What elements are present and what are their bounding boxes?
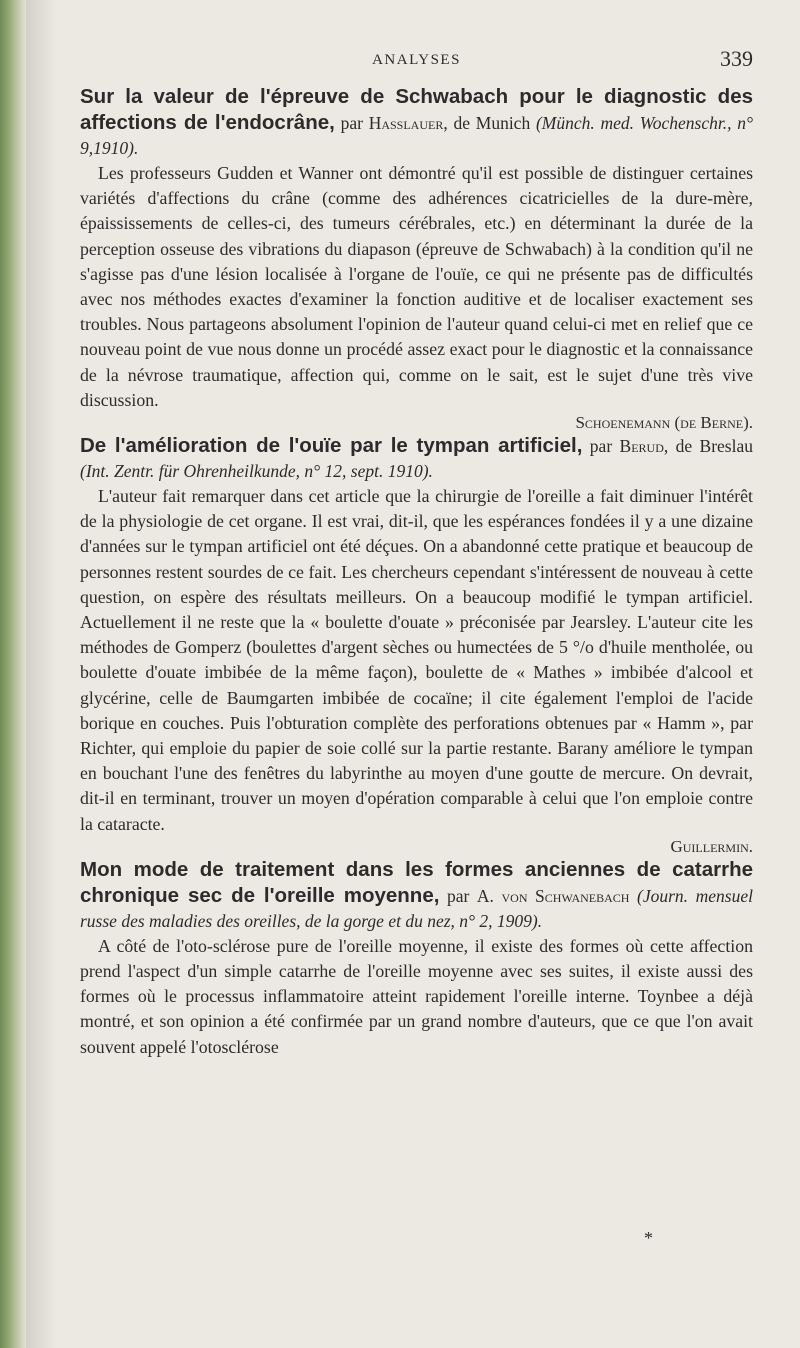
gutter-shadow — [26, 0, 56, 1348]
author-name: Hasslauer — [368, 113, 444, 133]
article-3 — [80, 857, 753, 1060]
running-head: ANALYSES — [372, 52, 461, 68]
reviewer-signature: Schoenemann (de Berne). — [575, 413, 753, 433]
source-citation: (Münch. med. Wochenschr., n° 9,1910). — [80, 113, 753, 158]
source-citation: (Int. Zentr. für Ohrenheilkunde, n° 12, sept. 1910). — [80, 461, 433, 482]
page-number: 339 — [720, 46, 753, 71]
article-paragraph: L'auteur fait remarquer dans cet article que la chirurgie de l'oreille a fait diminuer l'intérêt de la physiologie de cet organe. Il est vrai, dit-il, que les espérances fondées il y a une dizaine d'années sur le tympan artificiel ont été déçues. On a abandonné cette pratique et beaucoup de personnes restent sourdes de ce fait. Les chercheurs cependant s'intéressent de nouveau à cette question, on espère des résultats meilleurs. On a beaucoup modifié le tympan artificiel. Actuellement il ne reste que la « boulette d'ouate » préconisée par Jearsley. L'auteur cite les méthodes de Gomperz (boulettes d'argent sèches ou humectées de 5 °/o d'huile mentholée, ou boulette d'ouate imbibée de la même façon), boulette de « Mathes » imbibée d'alcool et glycérine, celle de Baumgarten imbibée de cocaïne; il cite également l'emploi de l'acide borique en couches. Puis l'obturation complète des perforations obtenues par « Hamm », par Richter, qui emploie du papier de soie collé sur la partie restante. Barany améliore le tympan en bouchant l'une des fenêtres du labyrinthe au moyen d'une goutte de mercure. On devrait, dit-il en terminant, trouver un moyen d'opération comparable à celui que l'on emploie contre la cataracte. — [80, 486, 753, 834]
author-name: Berud — [619, 436, 664, 457]
article-heading: Mon mode de traitement dans les formes anciennes de catarrhe chronique sec de l'oreille moyenne, par A. von Schwanebach (Journ. mensuel russe des maladies des oreilles, de la gorge et du nez, n° 2, 1909). — [80, 857, 753, 931]
reviewer-signature: Guillermin. — [670, 836, 753, 856]
article-paragraph: A côté de l'oto-sclérose pure de l'oreille moyenne, il existe des formes où cette affection prend l'aspect d'un simple catarrhe de l'oreille moyenne avec ses suites, il existe aussi des formes où le processus inflammatoire atteint rapidement l'oreille interne. Toynbee a déjà montré, et son opinion a été confirmée par un grand nombre d'auteurs, que ce que l'on avait souvent appelé l'otosclérose — [80, 935, 753, 1057]
page — [80, 44, 753, 1060]
article-title: De l'amélioration de l'ouïe par le tympan artificiel, — [80, 434, 583, 458]
article-paragraph: Les professeurs Gudden et Wanner ont démontré qu'il est possible de distinguer certaines variétés d'affections du crâne (comme des adhérences cicatricielles de la dure-mère, épaississements de celles-ci, des tumeurs cérébrales, etc.) en déterminant la durée de la perception osseuse des vibrations du diapason (épreuve de Schwabach) à la condition qu'il ne s'agisse pas d'une lésion localisée à l'organe de l'ouïe, ce qui ne présente pas de difficultés avec nos méthodes exactes d'examiner la fonction auditive et de localiser exactement ses troubles. Nous partageons absolument l'opinion de l'auteur quand celui-ci met en relief que ce nouveau point de vue nous donne un procédé assez exact pour le diagnostic et la connaissance de la névrose traumatique, affection qui, comme on le sait, est le sujet d'une très vive discussion. — [80, 163, 753, 410]
article-1 — [80, 84, 753, 433]
author-name: A. von Schwanebach — [476, 885, 630, 906]
article-title: Sur la valeur de l'épreuve de Schwabach pour le diagnostic des affections de l'endocrâne, — [80, 85, 753, 134]
article-2 — [80, 433, 753, 857]
book-binding-edge — [0, 0, 26, 1348]
footer-mark: * — [644, 1228, 653, 1248]
article-title: Mon mode de traitement dans les formes anciennes de catarrhe chronique sec de l'oreille moyenne, — [80, 857, 753, 907]
source-citation: (Journ. mensuel russe des maladies des oreilles, de la gorge et du nez, n° 2, 1909). — [80, 885, 753, 931]
article-heading: De l'amélioration de l'ouïe par le tympan artificiel, par Berud, de Breslau (Int. Zentr. für Ohrenheilkunde, n° 12, sept. 1910). — [80, 434, 753, 482]
page-header — [80, 44, 753, 84]
article-heading: Sur la valeur de l'épreuve de Schwabach pour le diagnostic des affections de l'endocrâne, par Hasslauer, de Munich (Münch. med. Wochenschr., n° 9,1910). — [80, 85, 753, 158]
